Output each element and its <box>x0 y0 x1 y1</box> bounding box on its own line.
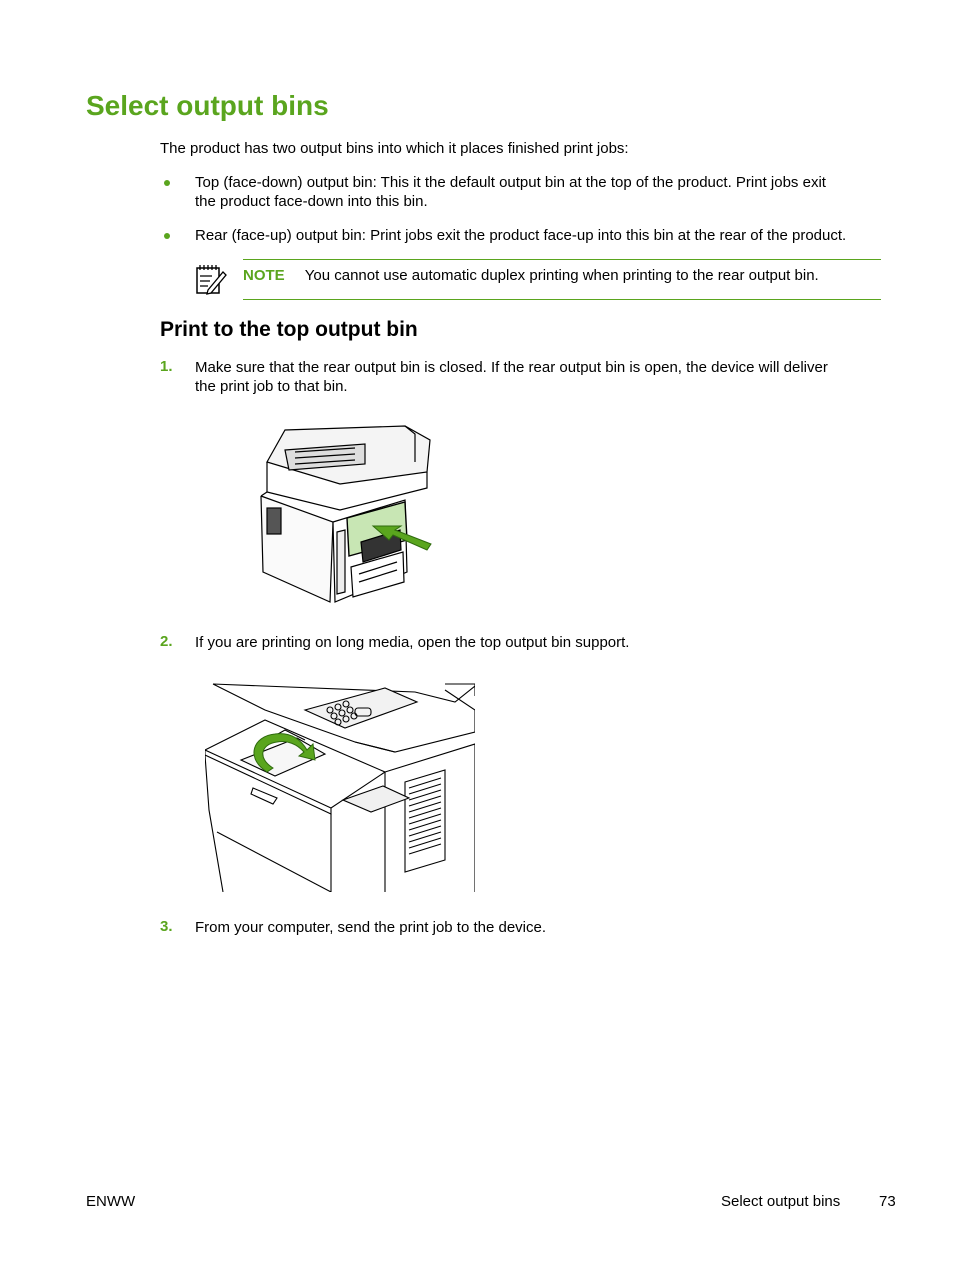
step-1-line-2: the print job to that bin. <box>195 378 348 395</box>
bullet-marker <box>164 180 170 186</box>
step-number: 2. <box>160 633 173 650</box>
note-text: You cannot use automatic duplex printing when printing to the rear output bin. <box>304 267 819 284</box>
step-number: 1. <box>160 358 173 375</box>
top-bin-support-illustration <box>205 680 475 892</box>
bullet-marker <box>164 233 170 239</box>
bullet-1-line-2: the product face-down into this bin. <box>195 193 428 210</box>
footer-section: Select output bins <box>721 1193 841 1210</box>
note-box <box>243 266 819 285</box>
page-title: Select output bins <box>86 90 329 121</box>
step-2-line-1: If you are printing on long media, open the top output bin support. <box>195 634 630 651</box>
printer-rear-illustration <box>255 422 435 604</box>
section-heading: Print to the top output bin <box>160 318 418 341</box>
footer-left: ENWW <box>86 1193 136 1210</box>
step-number: 3. <box>160 918 173 935</box>
note-label: NOTE <box>243 267 285 284</box>
page-number: 73 <box>879 1193 896 1210</box>
note-pad-icon <box>194 262 228 296</box>
bullet-1-line-1: Top (face-down) output bin: This it the default output bin at the top of the product. Print jobs exit <box>195 174 826 191</box>
intro-text: The product has two output bins into which it places finished print jobs: <box>160 140 629 157</box>
bullet-2-line-1: Rear (face-up) output bin: Print jobs exit the product face-up into this bin at the rear of the product. <box>195 227 847 244</box>
note-top-rule <box>243 259 881 260</box>
step-3-line-1: From your computer, send the print job to the device. <box>195 919 547 936</box>
step-1-line-1: Make sure that the rear output bin is closed. If the rear output bin is open, the device will deliver <box>195 359 828 376</box>
note-bottom-rule <box>243 299 881 300</box>
